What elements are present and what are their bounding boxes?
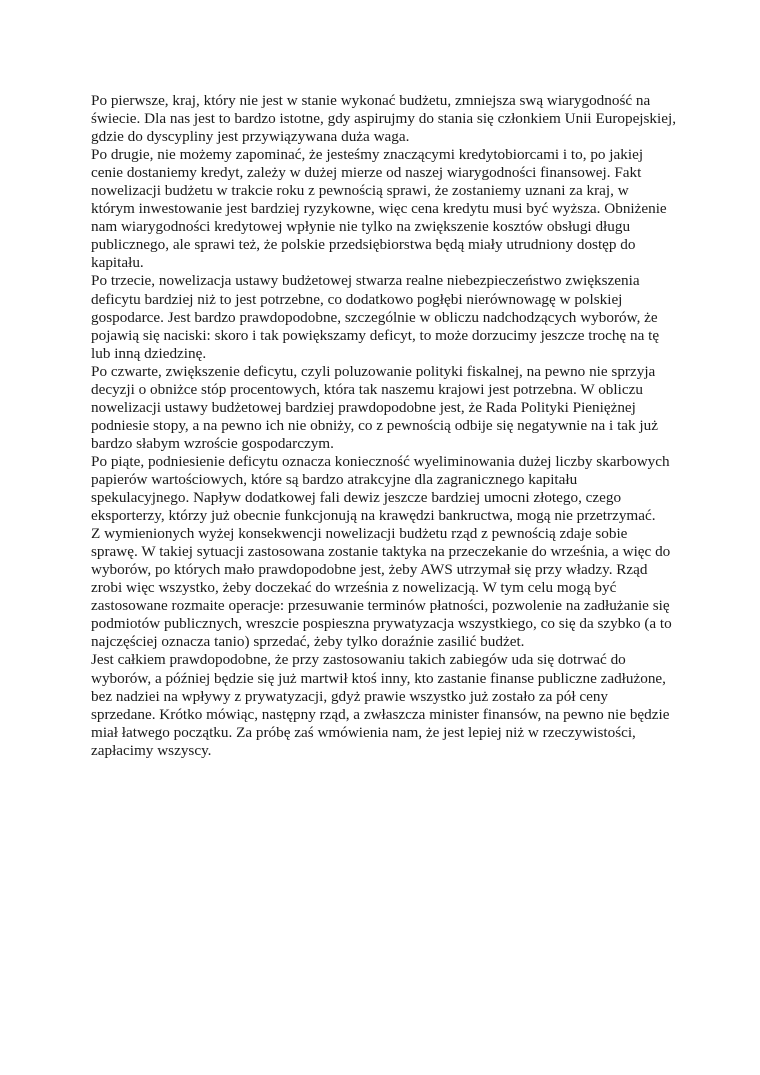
paragraph-5: Po piąte, podniesienie deficytu oznacza konieczność wyeliminowania dużej liczby skarbowych papierów wartościowych, które są bardzo atrakcyjne dla zagranicznego kapitału spekulacyjnego. Napływ dodatkowej fali dewiz jeszcze bardziej umocni złotego, czego eksporterzy, którzy już obecnie funkcjonują na krawędzi bankructwa, mogą nie przetrzymać. — [91, 452, 670, 525]
paragraph-1: Po pierwsze, kraj, który nie jest w stanie wykonać budżetu, zmniejsza swą wiarygodność na świecie. Dla nas jest to bardzo istotne, gdy aspirujmy do stania się członkiem Unii Europejskiej, gdzie do dyscypliny jest przywiązywana duża waga. — [91, 92, 677, 146]
paragraph-3: Po trzecie, nowelizacja ustawy budżetowej stwarza realne niebezpieczeństwo zwiększenia deficytu bardziej niż to jest potrzebne, co dodatkowo pogłębi nierównowagę w polskiej gospodarce. Jest bardzo prawdopodobne, szczególnie w obliczu nadchodzących wyborów, że pojawią się naciski: skoro i tak powiększamy deficyt, to może dorzucimy jeszcze trochę na tę lub inną dziedzinę. — [91, 272, 660, 362]
paragraph-2: Po drugie, nie możemy zapominać, że jesteśmy znaczącymi kredytobiorcami i to, po jakiej cenie dostaniemy kredyt, zależy w dużej mierze od naszej wiarygodności finansowej. Fakt nowelizacji budżetu w trakcie roku z pewnością sprawi, że zostaniemy uznani za kraj, w którym inwestowanie jest bardziej ryzykowne, więc cena kredytu musi być wyższa. Obniżenie nam wiarygodności kredytowej wpłynie nie tylko na zwiększenie kosztów obsługi długu publicznego, ale sprawi też, że polskie przedsiębiorstwa będą miały utrudniony dostęp do kapitału. — [91, 146, 667, 272]
paragraph-6: Z wymienionych wyżej konsekwencji nowelizacji budżetu rząd z pewnością zdaje sobie sprawę. W takiej sytuacji zastosowana zostanie taktyka na przeczekanie do września, a więc do wyborów, po których mało prawdopodobne jest, żeby AWS utrzymał się przy władzy. Rząd zrobi więc wszystko, żeby doczekać do września z nowelizacją. W tym celu mogą być zastosowane rozmaite operacje: przesuwanie terminów płatności, pozwolenie na zadłużanie się podmiotów publicznych, wreszcie pospieszna prywatyzacja wszystkiego, co się da szybko (a to najczęściej oznacza tanio) sprzedać, żeby tylko doraźnie zasilić budżet. — [91, 525, 672, 651]
paragraph-4: Po czwarte, zwiększenie deficytu, czyli poluzowanie polityki fiskalnej, na pewno nie sprzyja decyzji o obniżce stóp procentowych, która tak naszemu krajowi jest potrzebna. W obliczu nowelizacji ustawy budżetowej bardziej prawdopodobne jest, że Rada Polityki Pieniężnej podniesie stopy, a na pewno ich nie obniży, co z pewnością odbije się negatywnie na i tak już bardzo słabym wzroście gospodarczym. — [91, 362, 658, 452]
document-body — [91, 92, 676, 760]
paragraph-7: Jest całkiem prawdopodobne, że przy zastosowaniu takich zabiegów uda się dotrwać do wyborów, a później będzie się już martwił ktoś inny, kto zastanie finanse publiczne zadłużone, bez nadziei na wpływy z prywatyzacji, gdyż prawie wszystko już zostało za pół ceny sprzedane. Krótko mówiąc, następny rząd, a zwłaszcza minister finansów, na pewno nie będzie miał łatwego początku. Za próbę zaś wmówienia nam, że jest lepiej niż w rzeczywistości, zapłacimy wszyscy. — [91, 651, 670, 759]
